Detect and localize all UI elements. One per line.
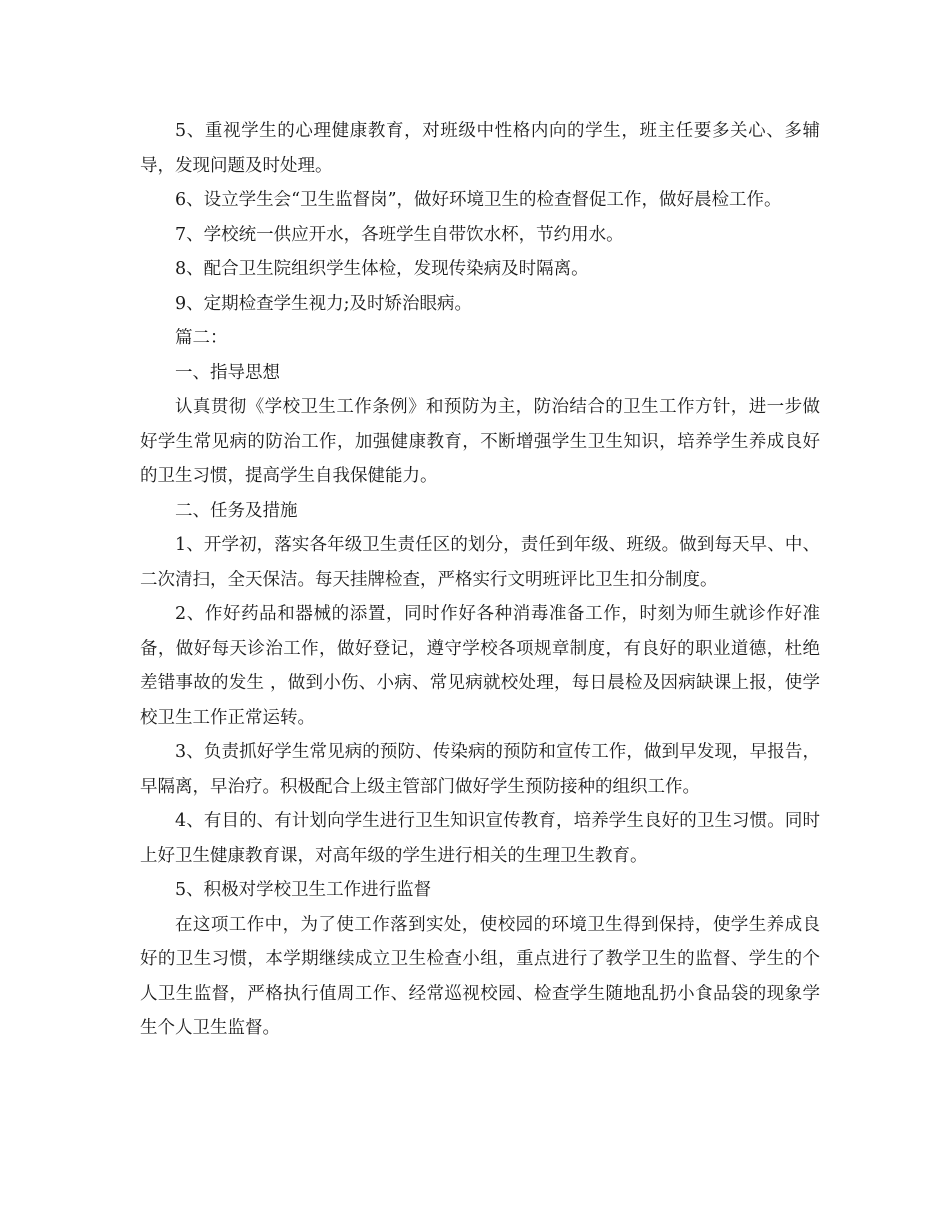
- paragraph-item-8-checkup: 8、配合卫生院组织学生体检，发现传染病及时隔离。: [175, 259, 589, 279]
- paragraph-task-1: 1、开学初，落实各年级卫生责任区的划分，责任到年级、班级。做到每天早、中、二次清扫，全天保洁。每天挂牌检查，严格实行文明班评比卫生扣分制度。: [140, 535, 820, 590]
- section-heading-guiding-thought: 一、指导思想: [175, 362, 280, 383]
- paragraph-task-4: 4、有目的、有计划向学生进行卫生知识宣传教育，培养学生良好的卫生习惯。同时上好卫生健康教育课，对高年级的学生进行相关的生理卫生教育。: [140, 811, 820, 866]
- section-heading-part-two: 篇二：: [175, 328, 228, 348]
- section-heading-tasks-measures: 二、任务及措施: [175, 500, 298, 521]
- paragraph-guiding-thought: 认真贯彻《学校卫生工作条例》和预防为主，防治结合的卫生工作方针，进一步做好学生常见病的防治工作，加强健康教育，不断增强学生卫生知识，培养学生养成良好的卫生习惯，提高学生自我保健能力。: [140, 397, 820, 486]
- paragraph-task-2: 2、作好药品和器械的添置，同时作好各种消毒准备工作，时刻为师生就诊作好准备，做好每天诊治工作，做好登记，遵守学校各项规章制度，有良好的职业道德，杜绝差错事故的发生 ，做到小伤、小病、常见病就校处理，每日晨检及因病缺课上报，使学校卫生工作正常运转。: [140, 604, 820, 728]
- paragraph-supervision: 在这项工作中，为了使工作落到实处，使校园的环境卫生得到保持，使学生养成良好的卫生习惯，本学期继续成立卫生检查小组，重点进行了教学卫生的监督、学生的个人卫生监督，严格执行值周工作、经常巡视校园、检查学生随地乱扔小食品袋的现象学生个人卫生监督。: [140, 914, 820, 1038]
- document-body: [140, 114, 820, 1046]
- paragraph-item-9-eyesight: 9、定期检查学生视力;及时矫治眼病。: [175, 293, 473, 314]
- paragraph-item-7-water: 7、学校统一供应开水，各班学生自带饮水杯，节约用水。: [175, 224, 624, 245]
- paragraph-item-6-hygiene-post: 6、设立学生会“卫生监督岗”，做好环境卫生的检查督促工作，做好晨检工作。: [175, 190, 782, 210]
- paragraph-item-5-mental-health: 5、重视学生的心理健康教育，对班级中性格内向的学生，班主任要多关心、多辅导，发现问题及时处理。: [140, 121, 820, 176]
- paragraph-task-3: 3、负责抓好学生常见病的预防、传染病的预防和宣传工作，做到早发现，早报告，早隔离，早治疗。积极配合上级主管部门做好学生预防接种的组织工作。: [140, 742, 820, 797]
- paragraph-task-5: 5、积极对学校卫生工作进行监督: [175, 880, 432, 900]
